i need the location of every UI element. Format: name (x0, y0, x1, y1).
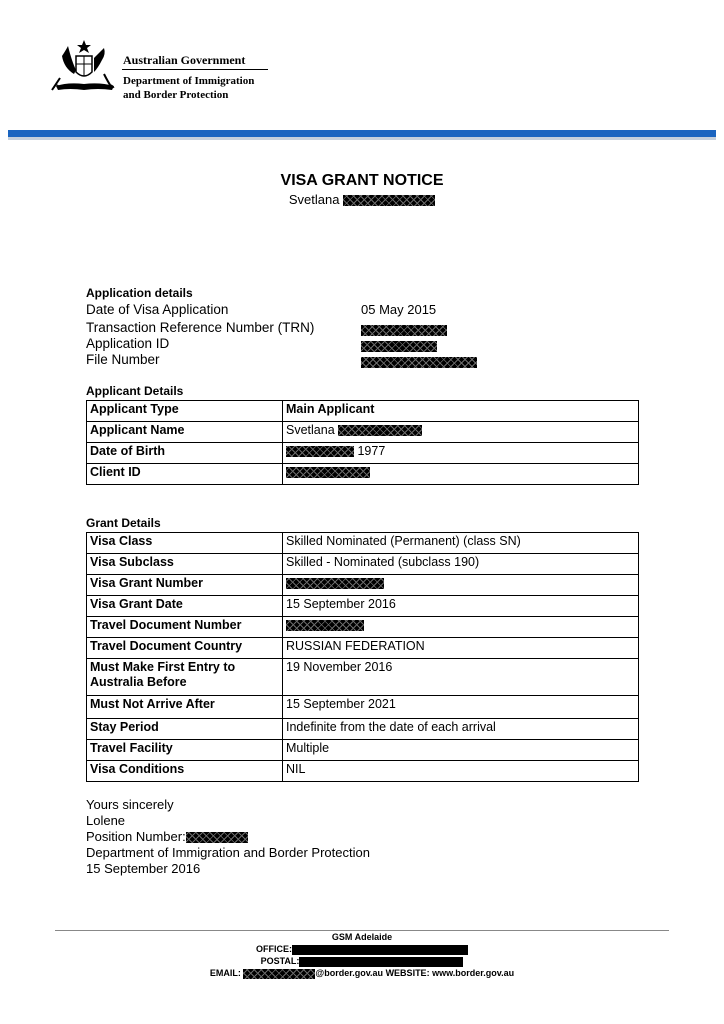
value-date-of-application: 05 May 2015 (361, 302, 437, 317)
cell-label: Visa Conditions (87, 761, 283, 782)
footer-website-label: WEBSITE: (385, 968, 430, 978)
table-row (87, 596, 639, 617)
table-row (87, 617, 639, 638)
footer-email-domain: @border.gov.au (315, 968, 384, 978)
cell-value: 19 November 2016 (283, 659, 639, 696)
redacted-travel-document-number (286, 620, 364, 631)
department-line-1: Department of Immigration (123, 75, 255, 87)
cell-label: Travel Document Number (87, 617, 283, 638)
redacted-birth-date (286, 446, 354, 457)
cell-label: Visa Class (87, 533, 283, 554)
redacted-grant-number (286, 578, 384, 589)
recipient-first-name: Svetlana (288, 192, 340, 207)
table-row (87, 696, 639, 719)
cell-value: NIL (283, 761, 639, 782)
cell-value (283, 617, 639, 638)
cell-label: Travel Document Country (87, 638, 283, 659)
cell-label: Travel Facility (87, 740, 283, 761)
redacted-office-address (292, 945, 468, 955)
cell-value: Indefinite from the date of each arrival (283, 719, 639, 740)
redacted-application-id (361, 341, 437, 352)
redacted-client-id (286, 467, 370, 478)
footer-email-label: EMAIL: (209, 968, 241, 978)
cell-value (283, 575, 639, 596)
table-row (87, 401, 639, 422)
redacted-file-number (361, 357, 477, 368)
label-date-of-application: Date of Visa Application (86, 302, 229, 317)
birth-year: 1977 (357, 444, 386, 458)
cell-value: RUSSIAN FEDERATION (283, 638, 639, 659)
cell-label: Visa Subclass (87, 554, 283, 575)
cell-value: 15 September 2016 (283, 596, 639, 617)
footer-postal-label: POSTAL: (260, 956, 300, 966)
table-row (87, 761, 639, 782)
signatory-department: Department of Immigration and Border Protection (86, 845, 370, 860)
value-application-id (361, 338, 437, 353)
cell-value: Skilled - Nominated (subclass 190) (283, 554, 639, 575)
cell-label: Stay Period (87, 719, 283, 740)
table-row (87, 554, 639, 575)
redacted-surname (343, 195, 435, 206)
recipient-name (0, 192, 724, 207)
coat-of-arms-icon (48, 38, 120, 96)
label-application-id: Application ID (86, 336, 170, 351)
value-file-number (361, 354, 477, 369)
closing-block (86, 797, 370, 877)
cell-value (283, 464, 639, 485)
footer-office-label: OFFICE: (256, 944, 292, 954)
department-name (123, 74, 254, 102)
header-band (8, 130, 716, 137)
value-trn (361, 322, 447, 337)
department-line-2: and Border Protection (123, 89, 229, 101)
cell-value: Multiple (283, 740, 639, 761)
label-trn: Transaction Reference Number (TRN) (86, 320, 315, 335)
cell-label: Must Not Arrive After (87, 696, 283, 719)
table-row (87, 533, 639, 554)
cell-label: Must Make First Entry to Australia Before (87, 659, 283, 696)
applicant-details-table (86, 400, 639, 485)
cell-value: Skilled Nominated (Permanent) (class SN) (283, 533, 639, 554)
application-details-heading: Application details (86, 286, 193, 300)
cell-value (283, 422, 639, 443)
redacted-surname (338, 425, 422, 436)
header-band-shadow (8, 137, 716, 140)
cell-label: Visa Grant Date (87, 596, 283, 617)
applicant-first-name: Svetlana (286, 423, 335, 437)
table-row (87, 719, 639, 740)
redacted-trn (361, 325, 447, 336)
applicant-details-heading: Applicant Details (86, 384, 184, 398)
redacted-position-number (186, 832, 248, 843)
table-row (87, 422, 639, 443)
signatory-name: Lolene (86, 813, 126, 828)
redacted-email-user (243, 969, 315, 979)
redacted-postal-address (299, 957, 463, 967)
table-row (87, 575, 639, 596)
table-row (87, 659, 639, 696)
table-row (87, 740, 639, 761)
cell-label: Client ID (87, 464, 283, 485)
table-row (87, 638, 639, 659)
table-row (87, 464, 639, 485)
footer-contact-line (0, 967, 724, 979)
cell-label: Date of Birth (87, 443, 283, 464)
footer-postal-line (0, 955, 724, 967)
header-rule (122, 69, 268, 70)
letter-date: 15 September 2016 (86, 861, 201, 876)
footer-office-line (0, 943, 724, 955)
document-title: VISA GRANT NOTICE (280, 172, 444, 189)
grant-details-heading: Grant Details (86, 516, 161, 530)
cell-value: 15 September 2021 (283, 696, 639, 719)
salutation: Yours sincerely (86, 797, 174, 812)
cell-value (283, 443, 639, 464)
cell-value: Main Applicant (283, 401, 639, 422)
cell-label: Applicant Type (87, 401, 283, 422)
grant-details-table (86, 532, 639, 782)
footer-office-name: GSM Adelaide (331, 932, 393, 942)
label-file-number: File Number (86, 352, 160, 367)
government-name: Australian Government (123, 53, 246, 67)
position-number (86, 829, 370, 845)
cell-label: Applicant Name (87, 422, 283, 443)
table-row (87, 443, 639, 464)
position-number-label: Position Number: (86, 829, 186, 844)
cell-label: Visa Grant Number (87, 575, 283, 596)
footer-website[interactable]: www.border.gov.au (432, 968, 515, 978)
